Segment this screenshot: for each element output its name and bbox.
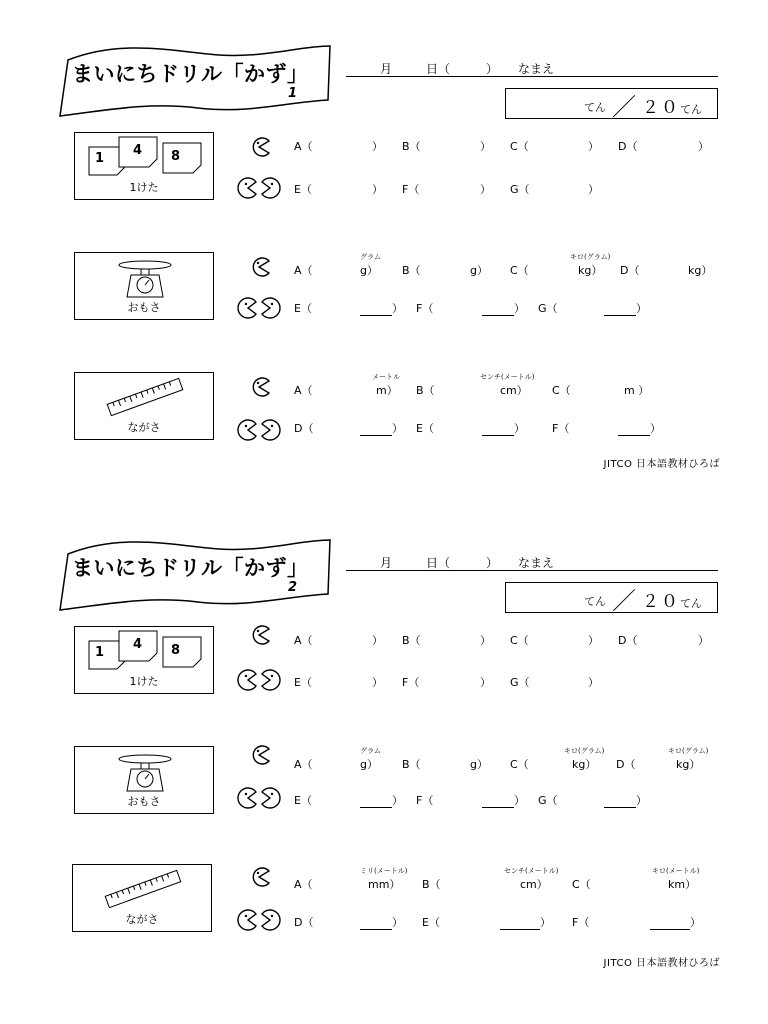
name-label: なまえ	[518, 62, 555, 76]
q-e-close[interactable]: ）	[372, 676, 383, 689]
pacman-face-icon	[247, 256, 273, 278]
answer-blank[interactable]	[650, 919, 690, 930]
month-label: 月	[380, 556, 393, 570]
two-faces-icon	[236, 908, 282, 932]
card-8: 8	[171, 149, 181, 164]
credit-text: JITCO 日本語教材ひろば	[603, 958, 720, 969]
answer-blank[interactable]	[360, 425, 392, 436]
q-e-open: E（	[294, 183, 312, 196]
q-f-open: F（	[552, 422, 570, 435]
q-b-open: B（	[416, 384, 435, 397]
section-label: ながさ	[127, 421, 161, 434]
score-ten-label: てん	[584, 595, 606, 608]
sheet-number: 2	[288, 580, 298, 595]
scale-picture	[74, 746, 214, 814]
score-total	[642, 587, 702, 612]
q-b-unit[interactable]: cm）	[500, 384, 528, 397]
q-f-close[interactable]: ）	[480, 183, 491, 196]
q-d-unit[interactable]: kg）	[688, 264, 713, 277]
q-d-open: D（	[620, 264, 640, 277]
q-c-unit[interactable]: kg）	[572, 758, 597, 771]
credit-text: JITCO 日本語教材ひろば	[603, 459, 720, 470]
answer-blank[interactable]	[360, 305, 392, 316]
name-label: なまえ	[518, 556, 555, 570]
answer-blank[interactable]	[604, 797, 636, 808]
q-a-close[interactable]: ）	[372, 140, 383, 153]
q-a-open: A（	[294, 634, 313, 647]
ruby-meter: メートル	[372, 373, 400, 381]
q-g-open: G（	[538, 794, 558, 807]
q-f-close: ）	[650, 422, 661, 435]
pacman-face-icon	[247, 624, 273, 646]
q-a-unit[interactable]: g）	[360, 758, 378, 771]
answer-blank[interactable]	[618, 425, 650, 436]
answer-blank[interactable]	[482, 305, 514, 316]
ruler-picture	[72, 864, 212, 932]
q-f-open: F（	[402, 183, 420, 196]
digit-cards-picture	[74, 626, 214, 694]
scale-picture	[74, 252, 214, 320]
q-f-close: ）	[514, 302, 525, 315]
section-label: 1けた	[129, 675, 159, 688]
q-a-unit[interactable]: g）	[360, 264, 378, 277]
q-b-unit[interactable]: g）	[470, 758, 488, 771]
q-c-open: C（	[510, 634, 529, 647]
q-g-close[interactable]: ）	[588, 676, 599, 689]
q-a-open: A（	[294, 384, 313, 397]
q-g-open: G（	[510, 183, 530, 196]
q-d-close: ）	[392, 916, 403, 929]
section-label: おもさ	[127, 795, 161, 808]
score-total	[642, 93, 702, 118]
ruby-kilogram: キロ(グラム)	[564, 747, 605, 755]
q-e-close: ）	[540, 916, 551, 929]
q-c-open: C（	[552, 384, 571, 397]
section-label: ながさ	[125, 913, 159, 926]
answer-blank[interactable]	[360, 919, 392, 930]
q-e-open: E（	[422, 916, 440, 929]
q-e-open: E（	[416, 422, 434, 435]
pacman-face-icon	[247, 136, 273, 158]
q-g-close: ）	[636, 794, 647, 807]
score-slash: ／	[612, 93, 636, 121]
card-1: 1	[95, 645, 105, 660]
score-total-unit: てん	[680, 103, 702, 116]
q-f-close: ）	[690, 916, 701, 929]
ruby-kilogram-2: キロ(グラム)	[668, 747, 709, 755]
ruby-centimeter: センチ(メートル)	[480, 373, 535, 381]
q-c-unit[interactable]: m ）	[624, 384, 650, 397]
q-d-open: D（	[294, 422, 314, 435]
q-c-unit[interactable]: km）	[668, 878, 697, 891]
q-c-open: C（	[510, 140, 529, 153]
q-c-close[interactable]: ）	[588, 634, 599, 647]
q-b-open: B（	[422, 878, 441, 891]
ruby-kilogram: キロ(グラム)	[570, 253, 611, 261]
q-f-close: ）	[514, 794, 525, 807]
card-4: 4	[133, 143, 143, 158]
ruby-centimeter: センチ(メートル)	[504, 867, 559, 875]
ruby-gram: グラム	[360, 253, 381, 261]
q-g-open: G（	[510, 676, 530, 689]
q-c-open: C（	[572, 878, 591, 891]
q-e-open: E（	[294, 794, 312, 807]
q-b-open: B（	[402, 140, 421, 153]
score-slash: ／	[612, 587, 636, 615]
q-b-open: B（	[402, 758, 421, 771]
q-b-open: B（	[402, 264, 421, 277]
q-d-open: D（	[618, 140, 638, 153]
ruby-millimeter: ミリ(メートル)	[360, 867, 408, 875]
q-e-close: ）	[392, 794, 403, 807]
pacman-face-icon	[247, 744, 273, 766]
q-g-open: G（	[538, 302, 558, 315]
scale-icon	[75, 253, 213, 305]
score-total-value: ２０	[642, 98, 680, 118]
q-c-unit[interactable]: kg）	[578, 264, 603, 277]
q-d-open: D（	[618, 634, 638, 647]
q-d-close[interactable]: ）	[698, 140, 709, 153]
pacman-face-icon	[247, 866, 273, 888]
q-a-open: A（	[294, 264, 313, 277]
day-label: 日（	[426, 556, 451, 570]
section-label: おもさ	[127, 301, 161, 314]
q-b-unit[interactable]: cm）	[520, 878, 548, 891]
date-name-line[interactable]	[346, 60, 718, 77]
score-total-unit: てん	[680, 597, 702, 610]
q-f-open: F（	[416, 302, 434, 315]
q-d-close[interactable]: ）	[698, 634, 709, 647]
scale-icon	[75, 747, 213, 799]
q-a-open: A（	[294, 140, 313, 153]
ruby-gram: グラム	[360, 747, 381, 755]
answer-blank[interactable]	[360, 797, 392, 808]
pacman-face-icon	[247, 376, 273, 398]
q-e-open: E（	[294, 302, 312, 315]
q-f-close[interactable]: ）	[480, 676, 491, 689]
ruler-icon	[73, 865, 211, 915]
q-b-open: B（	[402, 634, 421, 647]
q-d-open: D（	[616, 758, 636, 771]
page-title: まいにちドリル「かず」	[72, 556, 309, 580]
q-g-close[interactable]: ）	[588, 183, 599, 196]
q-e-close: ）	[514, 422, 525, 435]
q-f-open: F（	[416, 794, 434, 807]
date-name-line[interactable]	[346, 554, 718, 571]
q-b-close[interactable]: ）	[480, 634, 491, 647]
two-faces-icon	[236, 176, 282, 200]
card-8: 8	[171, 643, 181, 658]
q-a-unit[interactable]: m）	[376, 384, 398, 397]
page-title: まいにちドリル「かず」	[72, 62, 309, 86]
drill-sheet-2	[0, 494, 768, 969]
q-a-open: A（	[294, 758, 313, 771]
ruler-picture	[74, 372, 214, 440]
answer-blank[interactable]	[482, 425, 514, 436]
score-ten-label: てん	[584, 101, 606, 114]
q-a-open: A（	[294, 878, 313, 891]
q-f-open: F（	[572, 916, 590, 929]
score-box[interactable]	[505, 582, 718, 613]
q-e-close: ）	[392, 302, 403, 315]
q-d-open: D（	[294, 916, 314, 929]
two-faces-icon	[236, 418, 282, 442]
q-e-close[interactable]: ）	[372, 183, 383, 196]
day-label: 日（	[426, 62, 451, 76]
month-label: 月	[380, 62, 393, 76]
answer-blank[interactable]	[500, 919, 540, 930]
card-1: 1	[95, 151, 105, 166]
answer-blank[interactable]	[482, 797, 514, 808]
q-b-unit[interactable]: g）	[470, 264, 488, 277]
section-label: 1けた	[129, 181, 159, 194]
answer-blank[interactable]	[604, 305, 636, 316]
q-g-close: ）	[636, 302, 647, 315]
score-box[interactable]	[505, 88, 718, 119]
q-a-unit[interactable]: mm）	[368, 878, 401, 891]
two-faces-icon	[236, 786, 282, 810]
weekday-close: ）	[486, 556, 499, 570]
ruby-kilometer: キロ(メートル)	[652, 867, 700, 875]
two-faces-icon	[236, 296, 282, 320]
q-c-close[interactable]: ）	[588, 140, 599, 153]
q-b-close[interactable]: ）	[480, 140, 491, 153]
q-d-unit[interactable]: kg）	[676, 758, 701, 771]
q-c-open: C（	[510, 264, 529, 277]
ruler-icon	[75, 373, 213, 423]
digit-cards-picture	[74, 132, 214, 200]
card-4: 4	[133, 637, 143, 652]
weekday-close: ）	[486, 62, 499, 76]
two-faces-icon	[236, 668, 282, 692]
drill-sheet-1	[0, 0, 768, 470]
q-f-open: F（	[402, 676, 420, 689]
sheet-number: 1	[288, 86, 298, 101]
q-e-open: E（	[294, 676, 312, 689]
q-a-close[interactable]: ）	[372, 634, 383, 647]
q-c-open: C（	[510, 758, 529, 771]
q-d-close: ）	[392, 422, 403, 435]
score-total-value: ２０	[642, 592, 680, 612]
